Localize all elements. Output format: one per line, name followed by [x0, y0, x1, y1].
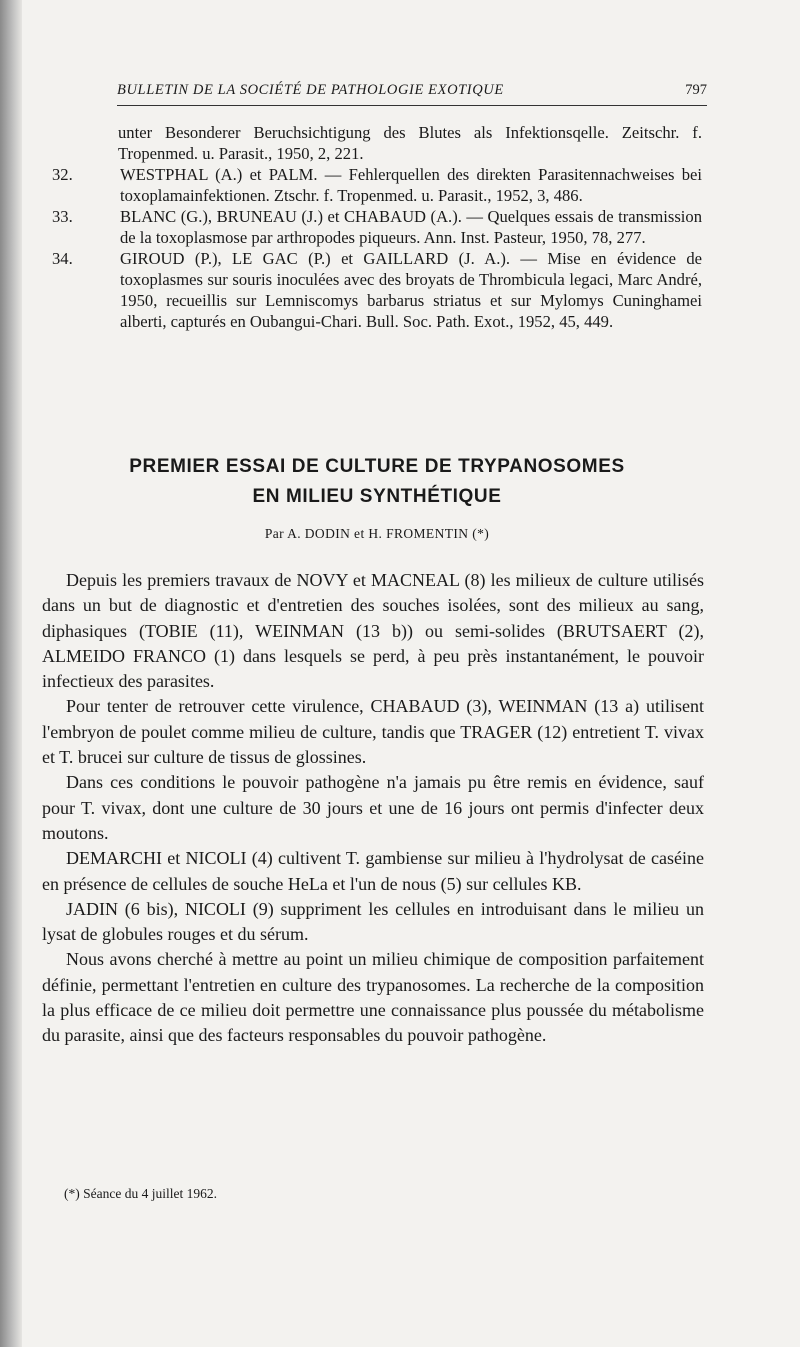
body-paragraph: Nous avons cherché à mettre au point un milieu chimique de composition parfaitement définie, permettant l'entretien en culture des trypanosomes. La recherche de la composition la plus efficace de ce milieu doit permettre une connaissance plus poussée du métabolisme du parasite, ainsi que des facteurs responsables du pouvoir pathogène. [42, 949, 704, 1046]
footnote: (*) Séance du 4 juillet 1962. [64, 1186, 217, 1201]
body-paragraph: Dans ces conditions le pouvoir pathogène n'a jamais pu être remis en évidence, sauf pour T. vivax, dont une culture de 30 jours et une de 16 jours ont permis d'infecter deux moutons. [42, 772, 704, 843]
body-paragraph: Depuis les premiers travaux de NOVY et MACNEAL (8) les milieux de culture utilisés dans un but de diagnostic et d'entretien des souches isolées, sont des milieux au sang, diphasiques (TOBIE (11), WEINMAN (13 b)) ou semi-solides (BRUTSAERT (2), ALMEIDO FRANCO (1) dans lesquels se perd, à peu près instantanément, le pouvoir infectieux des parasites. [42, 570, 704, 692]
reference-number: 32. [52, 165, 73, 184]
journal-page [22, 0, 800, 1347]
reference-item [52, 206, 702, 248]
page-number: 797 [685, 82, 707, 98]
book-spine-shadow [0, 0, 22, 1347]
running-header [117, 82, 707, 104]
reference-text: BLANC (G.), BRUNEAU (J.) et CHABAUD (A.). — Quelques essais de transmission de la toxoplasmose par arthropodes piqueurs. Ann. Inst. Pasteur, 1950, 78, 277. [120, 207, 702, 247]
reference-list [52, 122, 702, 332]
reference-continuation [52, 122, 702, 164]
article-title-block [62, 452, 692, 542]
article-title [62, 452, 692, 512]
reference-number: 34. [52, 249, 73, 268]
article-title-line-1: PREMIER ESSAI DE CULTURE DE TRYPANOSOMES [129, 456, 625, 477]
article-body [42, 568, 704, 1049]
body-paragraph: JADIN (6 bis), NICOLI (9) suppriment les cellules en introduisant dans le milieu un lysat de globules rouges et du sérum. [42, 898, 704, 945]
reference-text: WESTPHAL (A.) et PALM. — Fehlerquellen des direkten Parasitennachweises bei toxoplamainfektionen. Ztschr. f. Tropenmed. u. Parasit., 1952, 3, 486. [120, 165, 702, 205]
running-title: BULLETIN DE LA SOCIÉTÉ DE PATHOLOGIE EXOTIQUE [117, 82, 504, 98]
header-divider [117, 105, 707, 106]
reference-text: unter Besonderer Beruchsichtigung des Blutes als Infektionsqelle. Zeitschr. f. Tropenmed. u. Parasit., 1950, 2, 221. [118, 123, 702, 163]
article-byline: Par A. DODIN et H. FROMENTIN (*) [264, 526, 490, 541]
body-paragraph: DEMARCHI et NICOLI (4) cultivent T. gambiense sur milieu à l'hydrolysat de caséine en présence de cellules de souche HeLa et l'un de nous (5) sur cellules KB. [42, 848, 704, 894]
reference-item [52, 164, 702, 206]
body-paragraph: Pour tenter de retrouver cette virulence, CHABAUD (3), WEINMAN (13 a) utilisent l'embryon de poulet comme milieu de culture, tandis que TRAGER (12) entretient T. vivax et T. brucei sur culture de tissus de glossines. [42, 696, 704, 768]
article-title-line-2: EN MILIEU SYNTHÉTIQUE [252, 486, 502, 507]
reference-text: GIROUD (P.), LE GAC (P.) et GAILLARD (J. A.). — Mise en évidence de toxoplasmes sur souris inoculées avec des broyats de Thrombicula legaci, Marc André, 1950, recueillis sur Lemniscomys barbarus striatus et sur Mylomys Cuninghamei alberti, capturés en Oubangui-Chari. Bull. Soc. Path. Exot., 1952, 45, 449. [120, 249, 702, 331]
reference-item [52, 248, 702, 332]
reference-number: 33. [52, 207, 73, 226]
